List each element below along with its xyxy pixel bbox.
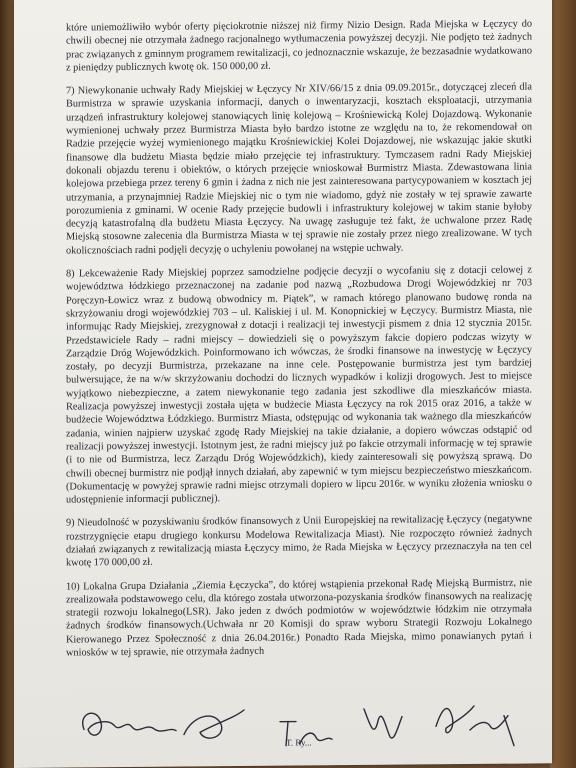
paragraph-item-10: 10) Lokalna Grupa Działania „Ziemia Łęczycka”, do której wstąpienia przekonał Radę Miejską Burmistrz, nie zrealizowała podstawowego celu, dla którego została utworzona-pozyskania środków finansowych na realizację strategii rozwoju lokalnego(LSR). Jako jeden z dwóch podmiotów w województwie łódzkim nie otrzymała żadnych środków finansowych.(Uchwała nr 20 Komisji do spraw wyboru Strategii Rozwoju Lokalnego Kierowanego Przez Społeczność z dnia 26.04.2016r.) Ponadto Rada Miejska, mimo ponawianych pytań i wniosków w tej sprawie, nie otrzymała żadnych [66, 577, 532, 659]
signatures-area [34, 685, 534, 759]
document-body [66, 17, 532, 669]
paragraph-item-8: 8) Lekceważenie Rady Miejskiej poprzez samodzielne podjęcie decyzji o wycofaniu się z dotacji celowej z województwa łódzkiego przeznaczonej na zadanie pod nazwą „Rozbudowa Drogi Wojewódzkiej nr 703 Poręczyn-Łowicz wraz z budową obwodnicy m. Piątek”, w ramach którego planowano budowę ronda na skrzyżowaniu drogi wojewódzkiej 703 – ul. Kaliskiej i ul. M. Konopnickiej w Łęczycy. Burmistrz Miasta, nie informując Rady Miejskiej, zrezygnował z dotacji i realizacji tej inwestycji pismem z dnia 12 stycznia 2015r. Przedstawiciele Rady – radni miejscy – dowiedzieli się o powyższym fakcie dopiero podczas wizyty w Zarządzie Dróg Wojewódzkich. Poinformowano ich wówczas, że środki finansowe na inwestycję w Łęczycy zostały, po decyzji Burmistrza, przekazane na inne cele. Postępowanie burmistrza jest tym bardziej bulwersujące, że na w/w skrzyżowaniu dochodzi do licznych wypadków i kolizji drogowych. Jest to miejsce wyjątkowo niebezpieczne, a zatem niewykonanie tego zadania jest szkodliwe dla mieszkańców miasta. Realizacja powyższej inwestycji została ujęta w budżecie Miasta Łęczycy na rok 2015 oraz 2016, a także w budżecie Województwa Łódzkiego. Burmistrz Miasta, odstępując od wykonania tak ważnego dla mieszkańców zadania, winien najpierw uzyskać zgodę Rady Miejskiej na takie działanie, a dopiero wówczas odstąpić od realizacji powyższej inwestycji. Istotnym jest, że radni miejscy już po fakcie otrzymali informację w tej sprawie (i to nie od Burmistrza, lecz Zarządu Dróg Wojewódzkich), kiedy zainteresowali się powyższą sprawą. Do chwili obecnej burmistrz nie podjął innych działań, aby zapewnić w tym miejscu bezpieczeństwo mieszkańcom. (Dokumentację w powyżej sprawie radni miejsc otrzymali dopiero w lipcu 2016r. w wyniku złożenia wniosku o udostępnienie informacji publicznej). [66, 264, 532, 506]
paragraph-continuation: które uniemożliwiło wybór oferty pięciokrotnie niższej niż firmy Nizio Design. Rada Miejska w Łęczycy do chwili obecnej nie otrzymała żadnego racjonalnego wytłumaczenia powyższej decyzji. Nie podjęto też żadnych prac związanych z gminnym programem rewitalizacji, co jednoznacznie wskazuje, że bezzasadnie wydatkowano z pieniędzy publicznych kwotę ok. 150 000,00 zł. [66, 18, 532, 74]
paragraph-item-7: 7) Niewykonanie uchwały Rady Miejskiej w Łęczycy Nr XIV/66/15 z dnia 09.09.2015r., dotyczącej zleceń dla Burmistrza w sprawie uzyskania informacji, danych o inwentaryzacji, kosztach eksploatacji, utrzymania urządzeń infrastruktury kolejowej stanowiących linię kolejową – Krośniewicką Kolej Dojazdową. Wykonanie wymienionej uchwały przez Burmistrza Miasta było bardzo istotne ze względu na to, że rekomendował on Radzie przejęcie wyżej wymienionego majątku Krośniewickiej Kolei Dojazdowej, nie wskazując jakie skutki finansowe dla budżetu Miasta będzie miało przejęcie tej infrastruktury. Tymczasem radni Rady Miejskiej dokonali objazdu terenu i obiektów, o których przejęcie wnioskował Burmistrz Miasta. Zdewastowana linia kolejowa przebiega przez tereny 6 gmin i żadna z nich nie jest zainteresowana partycypowaniem w kosztach jej utrzymania, a przynajmniej Radzie Miejskiej nic o tym nie wiadomo, gdyż nie zostały w tej sprawie zawarte porozumienia z gminami. W ocenie Rady przejęcie budowli i infrastruktury kolejowej w takim stanie byłoby decyzją katastrofalną dla budżetu Miasta Łęczycy. Na uwagę zasługuje też fakt, że uchwalone przez Radę Miejską stosowne zalecenia dla Burmistrza Miasta w tej sprawie nie zostały przez niego zrealizowane. W tych okolicznościach radni podjęli decyzję o uchyleniu powołanej na wstępie uchwały. [66, 81, 532, 257]
table-edge-right [550, 0, 576, 768]
table-edge-left [0, 0, 14, 768]
signature-initials: T. Ry... [286, 737, 312, 748]
paragraph-item-9: 9) Nieudolność w pozyskiwaniu środków finansowych z Unii Europejskiej na rewitalizację Łęczycy (negatywne rozstrzygnięcie etapu drugiego konkursu Modelowa Rewitalizacja Miast). Nie rozpoczęto również żadnych działań związanych z rewitalizacją miasta Łęczycy mimo, że Rada Miejska w Łęczycy przeznaczyła na ten cel kwotę 170 000,00 zł. [66, 513, 532, 569]
document-page [14, 0, 552, 768]
handwritten-signatures [34, 685, 534, 759]
